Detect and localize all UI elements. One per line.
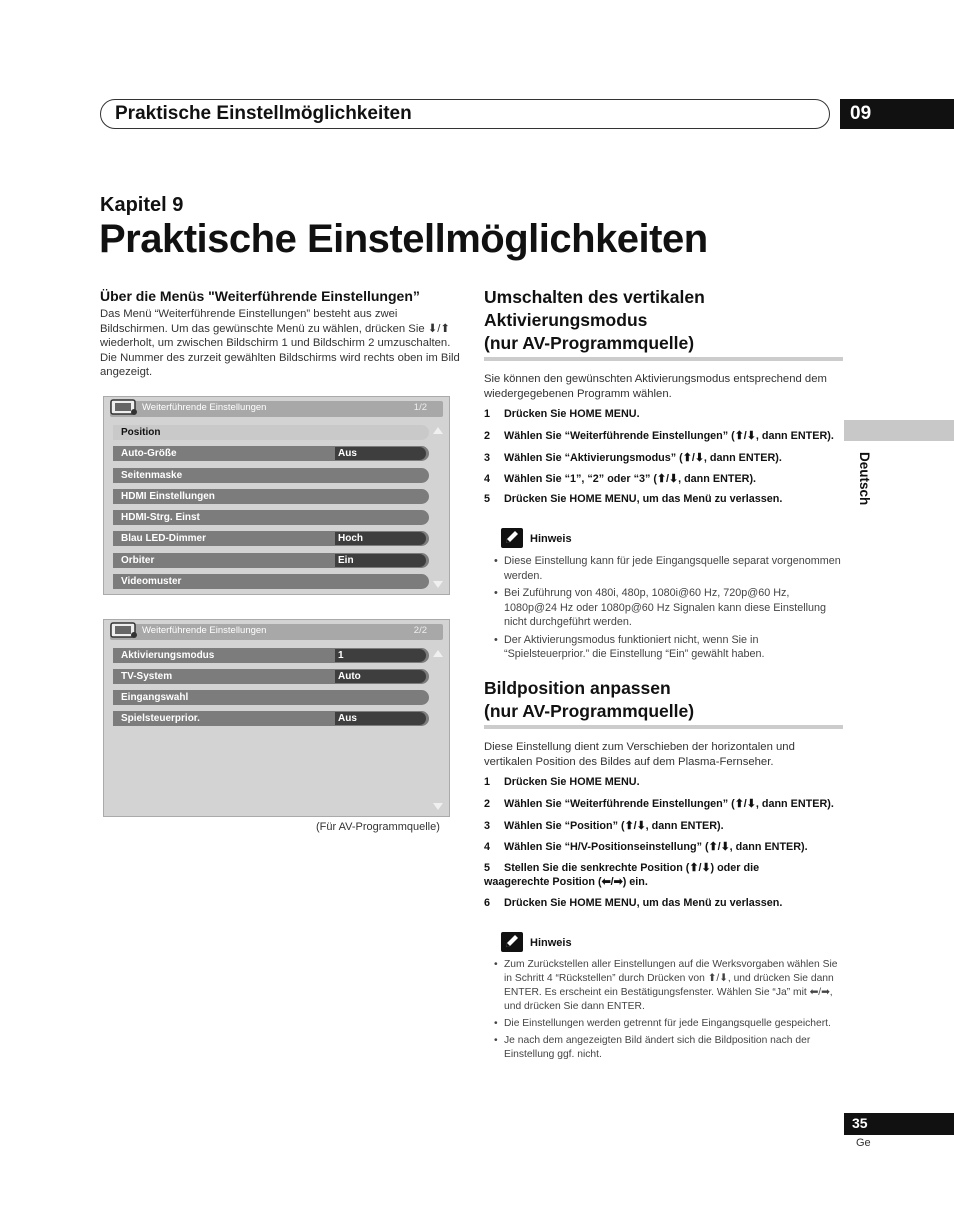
menu-item-label: Eingangswahl [121, 692, 189, 703]
menu-item-auto-groesse[interactable] [113, 446, 429, 461]
step-item: waagerechte Position (⬅/➡) ein. [484, 876, 648, 888]
menu-item-videomuster[interactable] [113, 574, 429, 589]
scroll-down-icon[interactable] [433, 581, 443, 588]
menu-item-orbiter[interactable] [113, 553, 429, 568]
step-item: 3 Wählen Sie “Position” (⬆/⬇, dann ENTER). [484, 820, 724, 832]
chapter-label: Kapitel 9 [100, 194, 184, 216]
section-divider [484, 725, 843, 729]
menu-page-indicator: 1/2 [413, 402, 427, 413]
menu-item-hdmi-einstellungen[interactable] [113, 489, 429, 504]
menu-item-tv-system[interactable] [113, 669, 429, 684]
tv-icon [109, 621, 139, 639]
step-item: 1 Drücken Sie HOME MENU. [484, 408, 640, 420]
menu-item-value: Aus [335, 447, 426, 460]
menu-screen-1 [103, 396, 450, 595]
menu-item-label: Auto-Größe [121, 448, 177, 459]
menu-item-eingangswahl[interactable] [113, 690, 429, 705]
menu-item-hdmi-strg[interactable] [113, 510, 429, 525]
list-item: • Je nach dem angezeigten Bild ändert sich die Bildposition nach der Einstellung ggf. nicht. [494, 1034, 844, 1062]
language-tab [844, 420, 954, 441]
list-item: • Der Aktivierungsmodus funktioniert nicht, wenn Sie in “Spielsteuerprior.” die Einstellung “Ein” gewählt haben. [494, 633, 844, 662]
menu-item-seitenmaske[interactable] [113, 468, 429, 483]
scroll-down-icon[interactable] [433, 803, 443, 810]
section-divider [484, 357, 843, 361]
menu-item-label: Seitenmaske [121, 470, 183, 481]
step-item: 2 Wählen Sie “Weiterführende Einstellungen” (⬆/⬇, dann ENTER). [484, 430, 834, 442]
menu-item-value: 1 [335, 649, 426, 662]
menu-item-value: Aus [335, 712, 426, 725]
menu-item-label: TV-System [121, 671, 173, 682]
page-title: Praktische Einstellmöglichkeiten [99, 217, 708, 261]
menu-title: Weiterführende Einstellungen [142, 625, 267, 636]
step-item: 3 Wählen Sie “Aktivierungsmodus” (⬆/⬇, dann ENTER). [484, 452, 782, 464]
menu-page-indicator: 2/2 [413, 625, 427, 636]
step-item: 4 Wählen Sie “H/V-Positionseinstellung” (⬆/⬇, dann ENTER). [484, 841, 808, 853]
step-item: 5 Drücken Sie HOME MENU, um das Menü zu verlassen. [484, 493, 783, 505]
menu-item-label: Spielsteuerprior. [121, 713, 200, 724]
menu-item-value: Ein [335, 554, 426, 567]
note-list [494, 554, 844, 665]
step-item: 5 Stellen Sie die senkrechte Position (⬆/⬇) oder die [484, 862, 760, 874]
list-item: • Die Einstellungen werden getrennt für jede Eingangsquelle gespeichert. [494, 1017, 844, 1031]
intro-heading: Über die Menüs "Weiterführende Einstellungen” [100, 288, 420, 304]
list-item: • Diese Einstellung kann für jede Eingangsquelle separat vorgenommen werden. [494, 554, 844, 583]
page-number: 35 [852, 1115, 868, 1131]
section2-heading: Bildposition anpassen (nur AV-Programmquelle) [484, 678, 695, 721]
menu-item-aktivierungsmodus[interactable] [113, 648, 429, 663]
menu-item-label: HDMI-Strg. Einst [121, 512, 200, 523]
step-item: 6 Drücken Sie HOME MENU, um das Menü zu verlassen. [484, 897, 783, 909]
list-item: • Bei Zuführung von 480i, 480p, 1080i@60 Hz, 720p@60 Hz, 1080p@24 Hz oder 1080p@60 Hz Signalen kann diese Einstellung nicht durchgeführt werden. [494, 586, 844, 630]
chapter-number: 09 [850, 103, 872, 124]
intro-text: Das Menü “Weiterführende Einstellungen” besteht aus zwei Bildschirmen. Um das gewünschte Menü zu wählen, drücken Sie ⬇/⬆ wiederholt, um zwischen Bildschirm 1 und Bildschirm 2 umzuschalten. Die Nummer des zurzeit gewählten Bildschirms wird rechts oben im Bild angezeigt. [100, 308, 460, 378]
menu-item-label: Position [121, 427, 161, 438]
language-code: Ge [856, 1137, 871, 1149]
note-label: Hinweis [530, 533, 572, 545]
section2-text: Diese Einstellung dient zum Verschieben der horizontalen und vertikalen Position des Bildes auf dem Plasma-Fernseher. [484, 741, 795, 768]
note-pencil-icon [501, 528, 523, 548]
menu-item-label: Videomuster [121, 576, 182, 587]
menu-caption: (Für AV-Programmquelle) [316, 821, 440, 833]
section1-heading: Umschalten des vertikalen Aktivierungsmodus (nur AV-Programmquelle) [484, 287, 705, 353]
menu-item-blau-led-dimmer[interactable] [113, 531, 429, 546]
note-list [494, 958, 844, 1065]
note-pencil-icon [501, 932, 523, 952]
menu-title: Weiterführende Einstellungen [142, 402, 267, 413]
menu-item-value: Auto [335, 670, 426, 683]
menu-item-label: Aktivierungsmodus [121, 650, 215, 661]
menu-item-label: HDMI Einstellungen [121, 491, 215, 502]
menu-item-spielsteuerprior[interactable] [113, 711, 429, 726]
step-item: 4 Wählen Sie “1”, “2” oder “3” (⬆/⬇, dann ENTER). [484, 473, 757, 485]
menu-item-label: Orbiter [121, 555, 155, 566]
menu-screen-2 [103, 619, 450, 817]
list-item: • Zum Zurückstellen aller Einstellungen auf die Werksvorgaben wählen Sie in Schritt 4 “Rückstellen” durch Drücken von ⬆/⬇, und drücken Sie dann ENTER. Es erscheint ein Bestätigungsfenster. Wählen Sie “Ja” mit ⬅/➡, und drücken Sie dann ENTER. [494, 958, 844, 1014]
menu-item-position[interactable] [113, 425, 429, 440]
header-title: Praktische Einstellmöglichkeiten [115, 103, 412, 124]
menu-item-value: Hoch [335, 532, 426, 545]
menu-item-label: Blau LED-Dimmer [121, 533, 207, 544]
scroll-up-icon[interactable] [433, 650, 443, 657]
tv-icon [109, 398, 139, 416]
language-label: Deutsch [857, 452, 872, 506]
section1-text: Sie können den gewünschten Aktivierungsmodus entsprechend dem wiedergegebenen Programm wählen. [484, 373, 827, 400]
scroll-up-icon[interactable] [433, 427, 443, 434]
step-item: 1 Drücken Sie HOME MENU. [484, 776, 640, 788]
note-label: Hinweis [530, 937, 572, 949]
step-item: 2 Wählen Sie “Weiterführende Einstellungen” (⬆/⬇, dann ENTER). [484, 798, 834, 810]
